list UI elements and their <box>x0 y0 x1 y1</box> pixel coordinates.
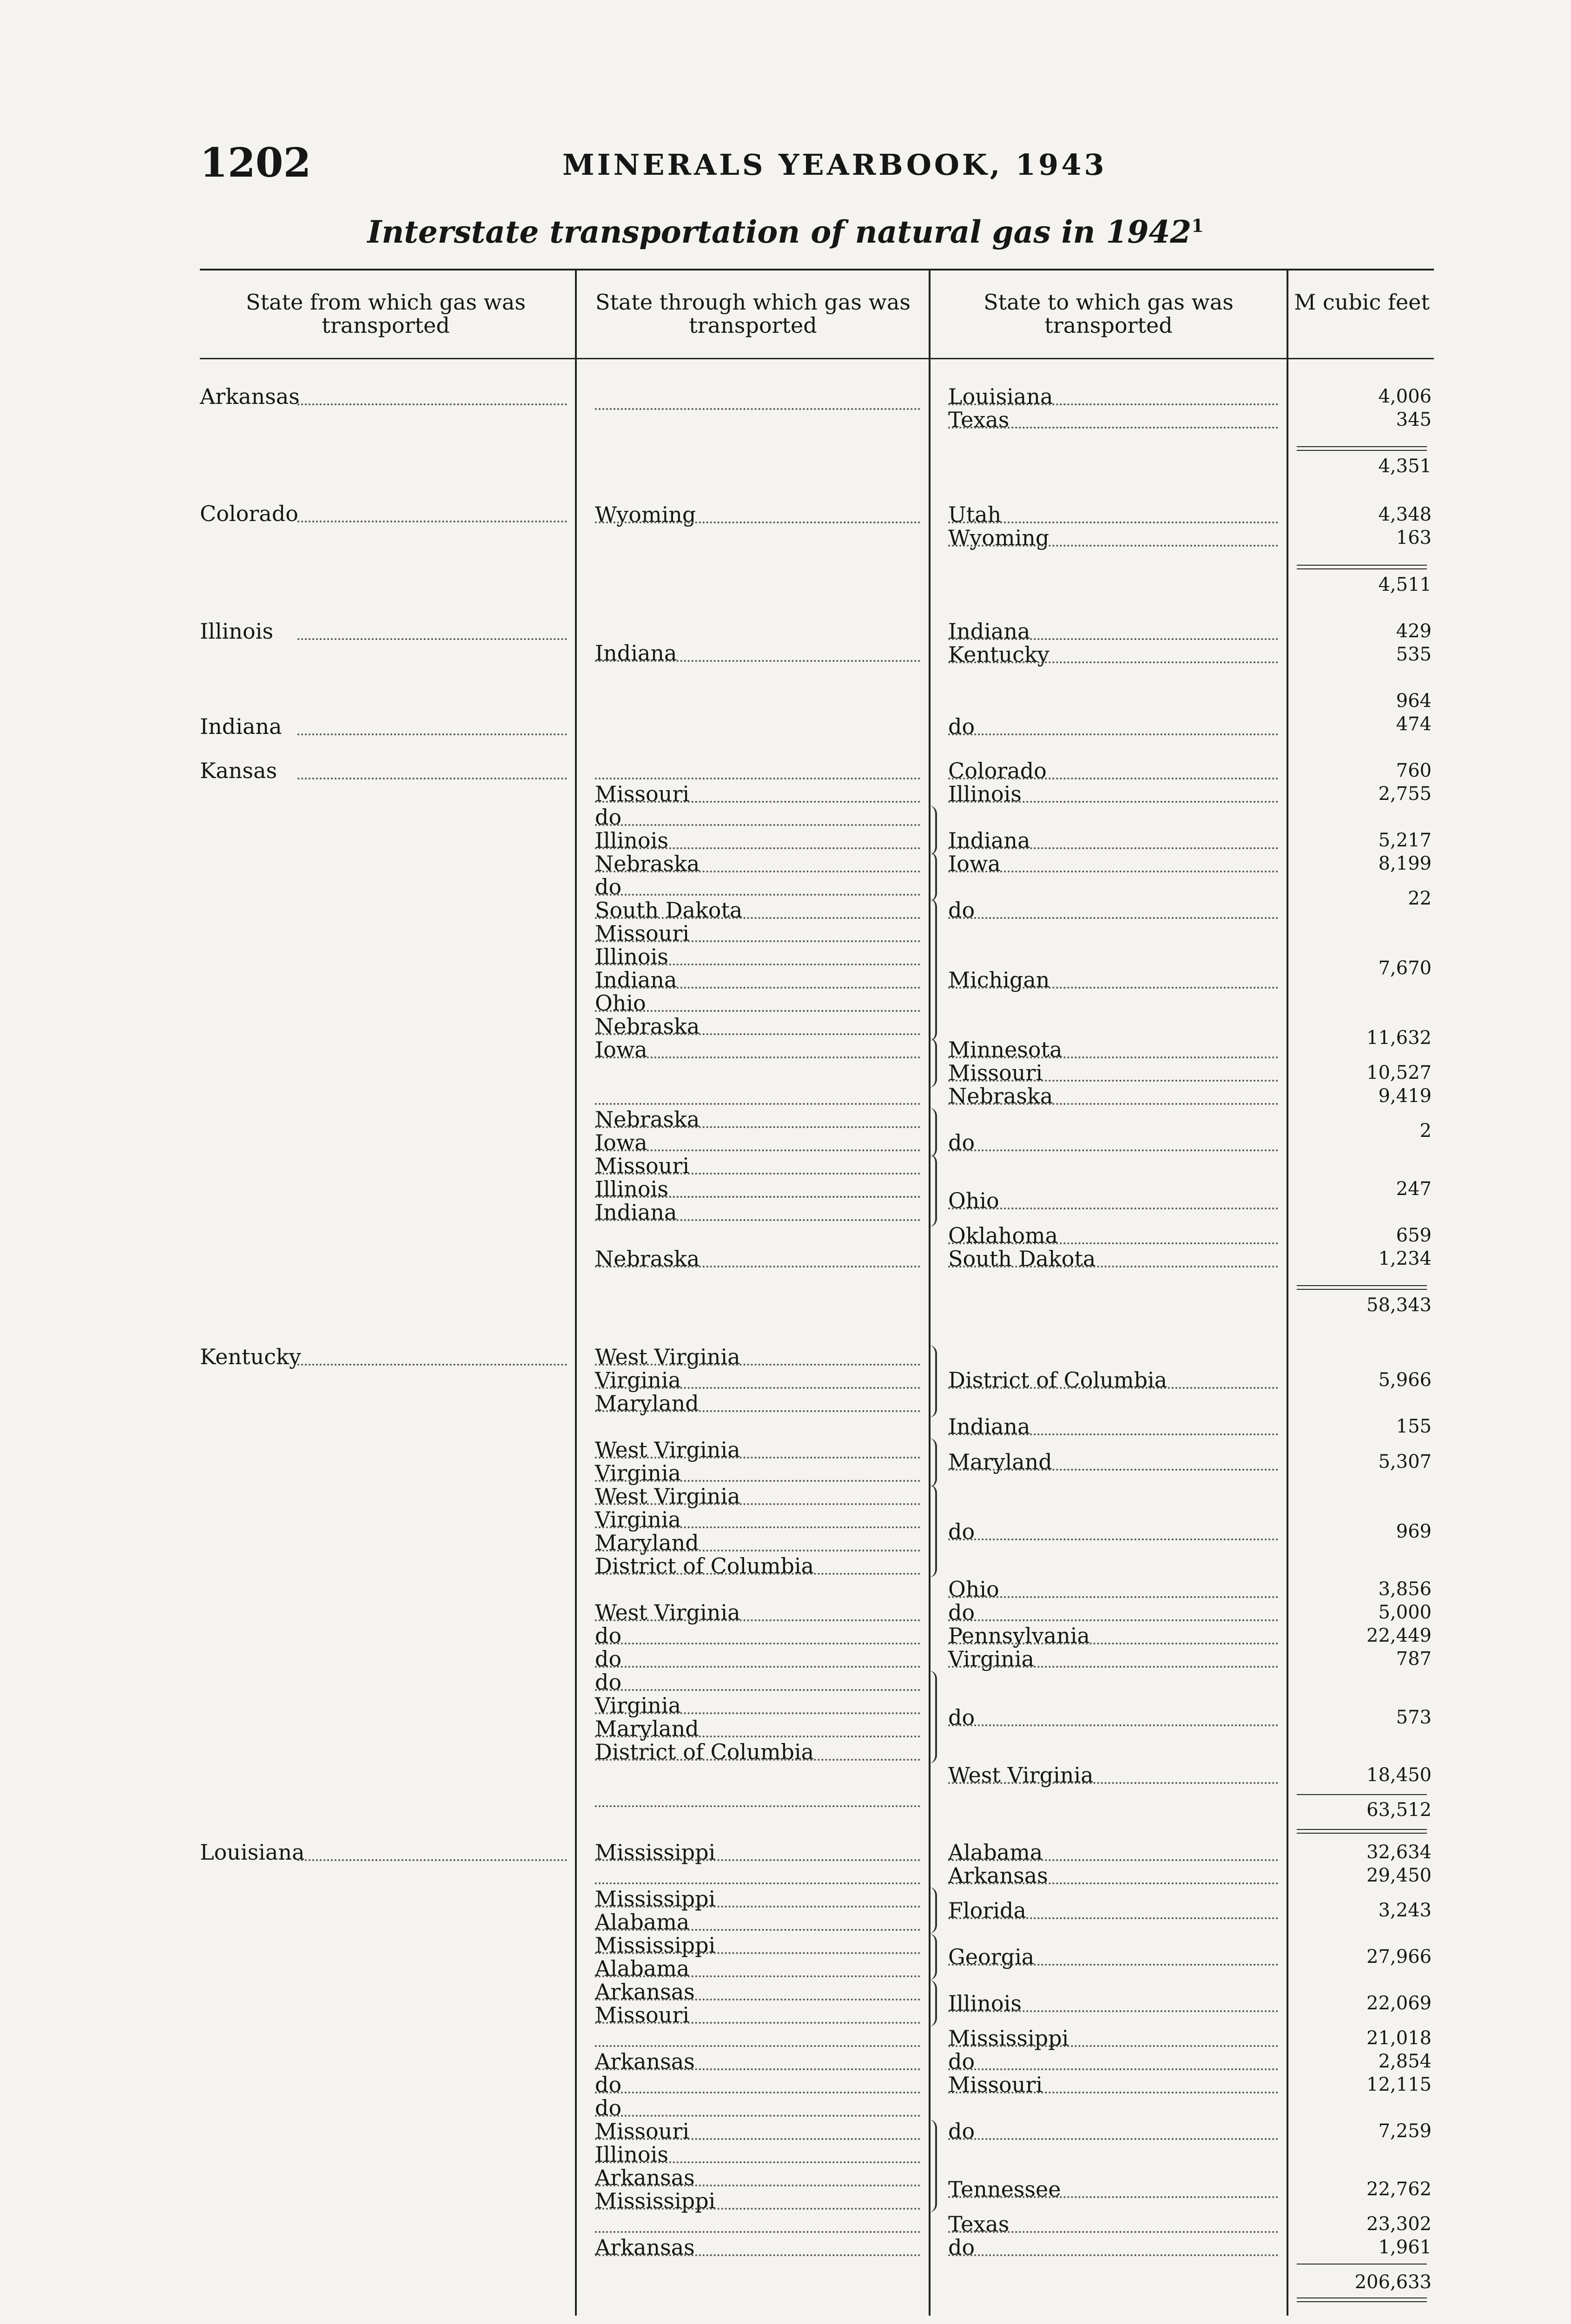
through-state: Nebraska <box>595 1014 700 1039</box>
through-leader <box>595 1219 920 1221</box>
volume-value: 1,961 <box>1378 2237 1432 2258</box>
through-leader <box>595 1550 920 1552</box>
through-state: Alabama <box>595 1909 690 1934</box>
through-leader <box>595 2092 920 2093</box>
column-header-volume: M cubic feet <box>1294 290 1430 315</box>
from-leader <box>297 1364 567 1366</box>
through-state: Missouri <box>595 921 690 946</box>
through-state: Nebraska <box>595 1107 700 1132</box>
to-state: Georgia <box>948 1944 1035 1969</box>
through-leader <box>595 1364 920 1366</box>
volume-value: 22,762 <box>1366 2179 1432 2200</box>
to-state: Texas <box>948 407 1010 432</box>
to-leader <box>948 2045 1278 2047</box>
to-leader <box>948 2092 1278 2093</box>
through-state: Indiana <box>595 1200 677 1225</box>
volume-value: 12,115 <box>1366 2074 1432 2095</box>
from-state-illinois: Illinois <box>200 619 273 644</box>
through-leader <box>595 1619 920 1621</box>
volume-value: 2,854 <box>1378 2051 1432 2072</box>
through-leader <box>595 1196 920 1198</box>
column-header-from: State from which gas was transported <box>246 290 526 338</box>
volume-value: 4,351 <box>1378 456 1432 477</box>
through-state: Indiana <box>595 640 677 666</box>
volume-value: 18,450 <box>1366 1764 1432 1786</box>
to-leader <box>948 1056 1278 1058</box>
to-leader <box>948 917 1278 919</box>
through-leader <box>595 1126 920 1128</box>
volume-value: 63,512 <box>1366 1799 1432 1821</box>
through-state: South Dakota <box>595 898 743 923</box>
through-leader <box>595 2022 920 2024</box>
through-leader <box>595 778 920 779</box>
volume-value: 969 <box>1396 1521 1432 1542</box>
subtotal-rule <box>1297 1794 1427 1795</box>
to-state: Indiana <box>948 619 1030 644</box>
to-leader <box>948 733 1278 735</box>
to-leader <box>948 987 1278 989</box>
to-leader <box>948 1080 1278 1082</box>
volume-value: 474 <box>1396 713 1432 735</box>
volume-value: 32,634 <box>1366 1842 1432 1863</box>
volume-value: 429 <box>1396 621 1432 642</box>
through-leader <box>595 1929 920 1931</box>
to-leader <box>948 1208 1278 1209</box>
through-state: Mississippi <box>595 1840 716 1865</box>
grouping-brace <box>929 1934 937 1980</box>
from-state-louisiana: Louisiana <box>200 1840 305 1865</box>
through-state: Wyoming <box>595 502 696 527</box>
grouping-brace <box>929 1670 937 1763</box>
through-state: Maryland <box>595 1530 699 1555</box>
through-leader <box>595 1689 920 1691</box>
volume-value: 964 <box>1396 690 1432 712</box>
through-leader <box>595 1103 920 1105</box>
to-leader <box>948 2138 1278 2140</box>
volume-value: 9,419 <box>1378 1085 1432 1107</box>
column-header-through: State through which gas was transported <box>595 290 911 338</box>
through-state: Mississippi <box>595 1886 716 1911</box>
volume-value: 27,966 <box>1366 1946 1432 1967</box>
volume-value: 3,856 <box>1378 1578 1432 1600</box>
through-leader <box>595 1526 920 1528</box>
to-state: Missouri <box>948 2072 1043 2097</box>
to-state: Arkansas <box>948 1863 1048 1888</box>
through-leader <box>595 1480 920 1482</box>
to-state: Utah <box>948 502 1002 527</box>
volume-value: 5,000 <box>1378 1602 1432 1623</box>
through-state: District of Columbia <box>595 1739 814 1764</box>
to-state: Virginia <box>948 1646 1035 1671</box>
through-leader <box>595 1173 920 1175</box>
to-state: Texas <box>948 2212 1010 2237</box>
to-leader <box>948 1882 1278 1884</box>
through-leader <box>595 522 920 523</box>
through-leader <box>595 1457 920 1459</box>
through-state: Nebraska <box>595 1246 700 1271</box>
volume-value: 10,527 <box>1366 1062 1432 1083</box>
volume-value: 7,259 <box>1378 2120 1432 2142</box>
to-state: South Dakota <box>948 1246 1096 1271</box>
to-leader <box>948 403 1278 405</box>
through-leader <box>595 1387 920 1389</box>
volume-value: 155 <box>1396 1416 1432 1437</box>
through-state: Nebraska <box>595 851 700 876</box>
through-state: Illinois <box>595 944 668 969</box>
through-state: West Virginia <box>595 1600 740 1625</box>
to-leader <box>948 638 1278 640</box>
through-leader <box>595 964 920 965</box>
to-leader <box>948 427 1278 429</box>
to-state: do <box>948 1519 975 1544</box>
through-state: Iowa <box>595 1037 647 1062</box>
table-title-footnote-marker: 1 <box>1191 215 1204 236</box>
to-state: Florida <box>948 1898 1026 1923</box>
volume-value: 2,755 <box>1378 783 1432 805</box>
grouping-brace <box>929 1438 937 1487</box>
through-state: Illinois <box>595 828 668 853</box>
to-state: Illinois <box>948 781 1022 806</box>
column-header-to: State to which gas was transported <box>984 290 1234 338</box>
subtotal-rule <box>1297 2301 1427 2302</box>
through-state: Arkansas <box>595 2165 695 2190</box>
to-state: do <box>948 2235 975 2260</box>
to-state: do <box>948 898 975 923</box>
to-leader <box>948 1266 1278 1268</box>
to-leader <box>948 661 1278 663</box>
volume-value: 11,632 <box>1366 1027 1432 1049</box>
through-leader <box>595 1056 920 1058</box>
grouping-brace <box>929 2119 937 2212</box>
through-state: Maryland <box>595 1391 699 1416</box>
to-state: Indiana <box>948 828 1030 853</box>
through-state: do <box>595 1646 622 1671</box>
volume-value: 2 <box>1419 1120 1432 1142</box>
to-leader <box>948 1596 1278 1598</box>
table-title-text: Interstate transportation of natural gas in 1942 <box>367 214 1192 250</box>
from-state-kansas: Kansas <box>200 758 277 783</box>
through-leader <box>595 1952 920 1954</box>
to-leader <box>948 847 1278 849</box>
to-state: Wyoming <box>948 525 1050 550</box>
to-leader <box>948 1103 1278 1105</box>
table-title <box>0 214 1571 250</box>
to-state: do <box>948 2049 975 2074</box>
subtotal-rule <box>1297 1829 1427 1830</box>
through-state: Alabama <box>595 1956 690 1981</box>
from-state-colorado: Colorado <box>200 501 298 526</box>
volume-value: 7,670 <box>1378 957 1432 979</box>
through-leader <box>595 801 920 803</box>
to-state: Pennsylvania <box>948 1623 1090 1648</box>
through-state: Virginia <box>595 1367 681 1393</box>
running-title: MINERALS YEARBOOK, 1943 <box>562 148 1107 182</box>
to-state: Indiana <box>948 1414 1030 1439</box>
from-leader <box>297 638 567 640</box>
to-state: Oklahoma <box>948 1223 1058 1248</box>
to-leader <box>948 871 1278 872</box>
to-leader <box>948 1149 1278 1151</box>
to-leader <box>948 1859 1278 1861</box>
to-leader <box>948 2254 1278 2256</box>
volume-value: 4,511 <box>1378 574 1432 595</box>
through-state: do <box>595 2095 622 2120</box>
subtotal-rule <box>1297 450 1427 451</box>
through-leader <box>595 408 920 410</box>
through-leader <box>595 1736 920 1737</box>
through-leader <box>595 1643 920 1644</box>
to-state: Missouri <box>948 1060 1043 1085</box>
volume-value: 58,343 <box>1366 1294 1432 1316</box>
volume-value: 22 <box>1408 888 1432 909</box>
to-leader <box>948 1724 1278 1726</box>
from-state-arkansas: Arkansas <box>200 384 300 409</box>
through-state: do <box>595 1623 622 1648</box>
from-state-indiana: Indiana <box>200 714 282 739</box>
to-leader <box>948 1643 1278 1644</box>
grouping-brace <box>929 1038 937 1088</box>
through-leader <box>595 871 920 872</box>
to-state: Kentucky <box>948 642 1050 667</box>
grouping-brace <box>929 1108 937 1157</box>
volume-value: 573 <box>1396 1707 1432 1728</box>
grouping-brace <box>929 1980 937 2027</box>
to-state: Nebraska <box>948 1083 1053 1109</box>
to-state: Minnesota <box>948 1037 1063 1062</box>
subtotal-rule <box>1297 2264 1427 2265</box>
through-state: Mississippi <box>595 2188 716 2213</box>
through-state: West Virginia <box>595 1344 740 1369</box>
through-leader <box>595 1975 920 1977</box>
through-leader <box>595 2208 920 2210</box>
column-divider-3 <box>1287 271 1288 2316</box>
through-state: Arkansas <box>595 2235 695 2260</box>
through-leader <box>595 1266 920 1268</box>
subtotal-rule <box>1297 1289 1427 1290</box>
to-leader <box>948 1619 1278 1621</box>
to-state: Illinois <box>948 1991 1022 2016</box>
from-state-kentucky: Kentucky <box>200 1344 301 1369</box>
through-leader <box>595 1573 920 1575</box>
volume-value: 29,450 <box>1366 1865 1432 1886</box>
to-leader <box>948 2231 1278 2233</box>
from-leader <box>297 521 567 522</box>
through-state: Missouri <box>595 1153 690 1178</box>
subtotal-rule <box>1297 565 1427 566</box>
through-leader <box>595 1503 920 1505</box>
volume-value: 8,199 <box>1378 853 1432 874</box>
to-leader <box>948 2196 1278 2198</box>
through-state: District of Columbia <box>595 1553 814 1578</box>
from-leader <box>297 778 567 779</box>
through-leader <box>595 894 920 896</box>
volume-value: 1,234 <box>1378 1248 1432 1269</box>
to-leader <box>948 778 1278 779</box>
through-leader <box>595 2161 920 2163</box>
through-leader <box>595 2115 920 2117</box>
to-state: do <box>948 1130 975 1155</box>
to-state: Colorado <box>948 758 1047 783</box>
through-state: do <box>595 1670 622 1695</box>
header-bottom-rule <box>200 358 1434 359</box>
to-leader <box>948 522 1278 523</box>
through-leader <box>595 1010 920 1012</box>
subtotal-rule <box>1297 446 1427 447</box>
to-state: Tennessee <box>948 2177 1061 2202</box>
through-leader <box>595 1410 920 1412</box>
through-leader <box>595 824 920 826</box>
subtotal-rule <box>1297 1833 1427 1834</box>
from-leader <box>297 403 567 405</box>
through-state: Missouri <box>595 2119 690 2144</box>
table-top-rule <box>200 269 1434 271</box>
through-leader <box>595 2185 920 2186</box>
from-leader <box>297 733 567 735</box>
subtotal-rule <box>1297 568 1427 569</box>
through-state: Virginia <box>595 1460 681 1486</box>
volume-value: 22,449 <box>1366 1625 1432 1646</box>
grouping-brace <box>929 852 937 902</box>
grouping-brace <box>929 805 937 855</box>
volume-value: 22,069 <box>1366 1993 1432 2014</box>
to-state: West Virginia <box>948 1763 1094 1788</box>
through-state: Ohio <box>595 990 646 1016</box>
to-state: Iowa <box>948 851 1001 876</box>
volume-value: 5,966 <box>1378 1369 1432 1391</box>
page-header <box>200 139 1432 191</box>
through-leader <box>595 1906 920 1908</box>
through-leader <box>595 2068 920 2070</box>
through-leader <box>595 2138 920 2140</box>
through-leader <box>595 2045 920 2047</box>
through-state: Arkansas <box>595 2049 695 2074</box>
through-leader <box>595 1805 920 1807</box>
to-leader <box>948 1538 1278 1540</box>
volume-value: 760 <box>1396 760 1432 781</box>
volume-value: 21,018 <box>1366 2027 1432 2049</box>
through-leader <box>595 1759 920 1761</box>
through-leader <box>595 2231 920 2233</box>
volume-value: 5,307 <box>1378 1451 1432 1472</box>
through-state: do <box>595 805 622 830</box>
to-leader <box>948 1469 1278 1471</box>
to-leader <box>948 2010 1278 2012</box>
to-leader <box>948 1387 1278 1389</box>
through-state: Iowa <box>595 1130 647 1155</box>
grouping-brace <box>929 1154 937 1227</box>
to-leader <box>948 1782 1278 1784</box>
volume-value: 5,217 <box>1378 830 1432 851</box>
through-state: Illinois <box>595 2142 668 2167</box>
subtotal-rule <box>1297 1285 1427 1286</box>
volume-value: 23,302 <box>1366 2213 1432 2235</box>
volume-value: 4,348 <box>1378 504 1432 525</box>
grouping-brace <box>929 1485 937 1578</box>
through-leader <box>595 660 920 662</box>
through-state: West Virginia <box>595 1484 740 1509</box>
through-state: do <box>595 2072 622 2097</box>
volume-value: 206,633 <box>1354 2271 1432 2293</box>
volume-value: 4,006 <box>1378 386 1432 407</box>
through-leader <box>595 940 920 942</box>
column-divider-1 <box>575 271 577 2316</box>
through-leader <box>595 917 920 919</box>
grouping-brace <box>929 898 937 1041</box>
through-leader <box>595 1712 920 1714</box>
volume-value: 345 <box>1396 409 1432 430</box>
through-leader <box>595 2254 920 2256</box>
through-state: Maryland <box>595 1716 699 1741</box>
to-leader <box>948 545 1278 547</box>
to-state: do <box>948 2119 975 2144</box>
through-leader <box>595 1859 920 1861</box>
volume-value: 659 <box>1396 1225 1432 1246</box>
through-state: Missouri <box>595 2002 690 2027</box>
to-state: Ohio <box>948 1188 999 1213</box>
through-state: do <box>595 874 622 899</box>
volume-value: 3,243 <box>1378 1900 1432 1921</box>
page-number: 1202 <box>200 139 311 186</box>
through-leader <box>595 1033 920 1035</box>
through-leader <box>595 1149 920 1151</box>
through-state: Indiana <box>595 967 677 992</box>
through-leader <box>595 847 920 849</box>
to-state: Alabama <box>948 1840 1043 1865</box>
through-state: West Virginia <box>595 1437 740 1462</box>
volume-value: 787 <box>1396 1648 1432 1670</box>
through-state: Virginia <box>595 1507 681 1532</box>
to-state: Maryland <box>948 1449 1052 1474</box>
to-state: Louisiana <box>948 384 1053 409</box>
to-state: Michigan <box>948 967 1050 992</box>
through-state: Illinois <box>595 1176 668 1202</box>
grouping-brace <box>929 1887 937 1934</box>
through-leader <box>595 1999 920 2000</box>
to-leader <box>948 1964 1278 1966</box>
to-state: do <box>948 1705 975 1730</box>
volume-value: 247 <box>1396 1178 1432 1200</box>
to-state: Mississippi <box>948 2026 1069 2051</box>
through-state: Mississippi <box>595 1933 716 1958</box>
to-leader <box>948 2068 1278 2070</box>
from-leader <box>297 1859 567 1861</box>
through-leader <box>595 1666 920 1668</box>
through-leader <box>595 1882 920 1884</box>
to-state: District of Columbia <box>948 1367 1168 1393</box>
to-leader <box>948 1242 1278 1244</box>
to-leader <box>948 801 1278 803</box>
through-state: Virginia <box>595 1693 681 1718</box>
volume-value: 535 <box>1396 644 1432 665</box>
to-leader <box>948 1917 1278 1919</box>
grouping-brace <box>929 1345 937 1418</box>
through-state: Missouri <box>595 781 690 806</box>
to-state: do <box>948 1600 975 1625</box>
through-state: Arkansas <box>595 1979 695 2004</box>
to-leader <box>948 1666 1278 1668</box>
through-leader <box>595 987 920 989</box>
to-state: Ohio <box>948 1577 999 1602</box>
to-state: do <box>948 714 975 739</box>
volume-value: 163 <box>1396 527 1432 548</box>
to-leader <box>948 1433 1278 1435</box>
